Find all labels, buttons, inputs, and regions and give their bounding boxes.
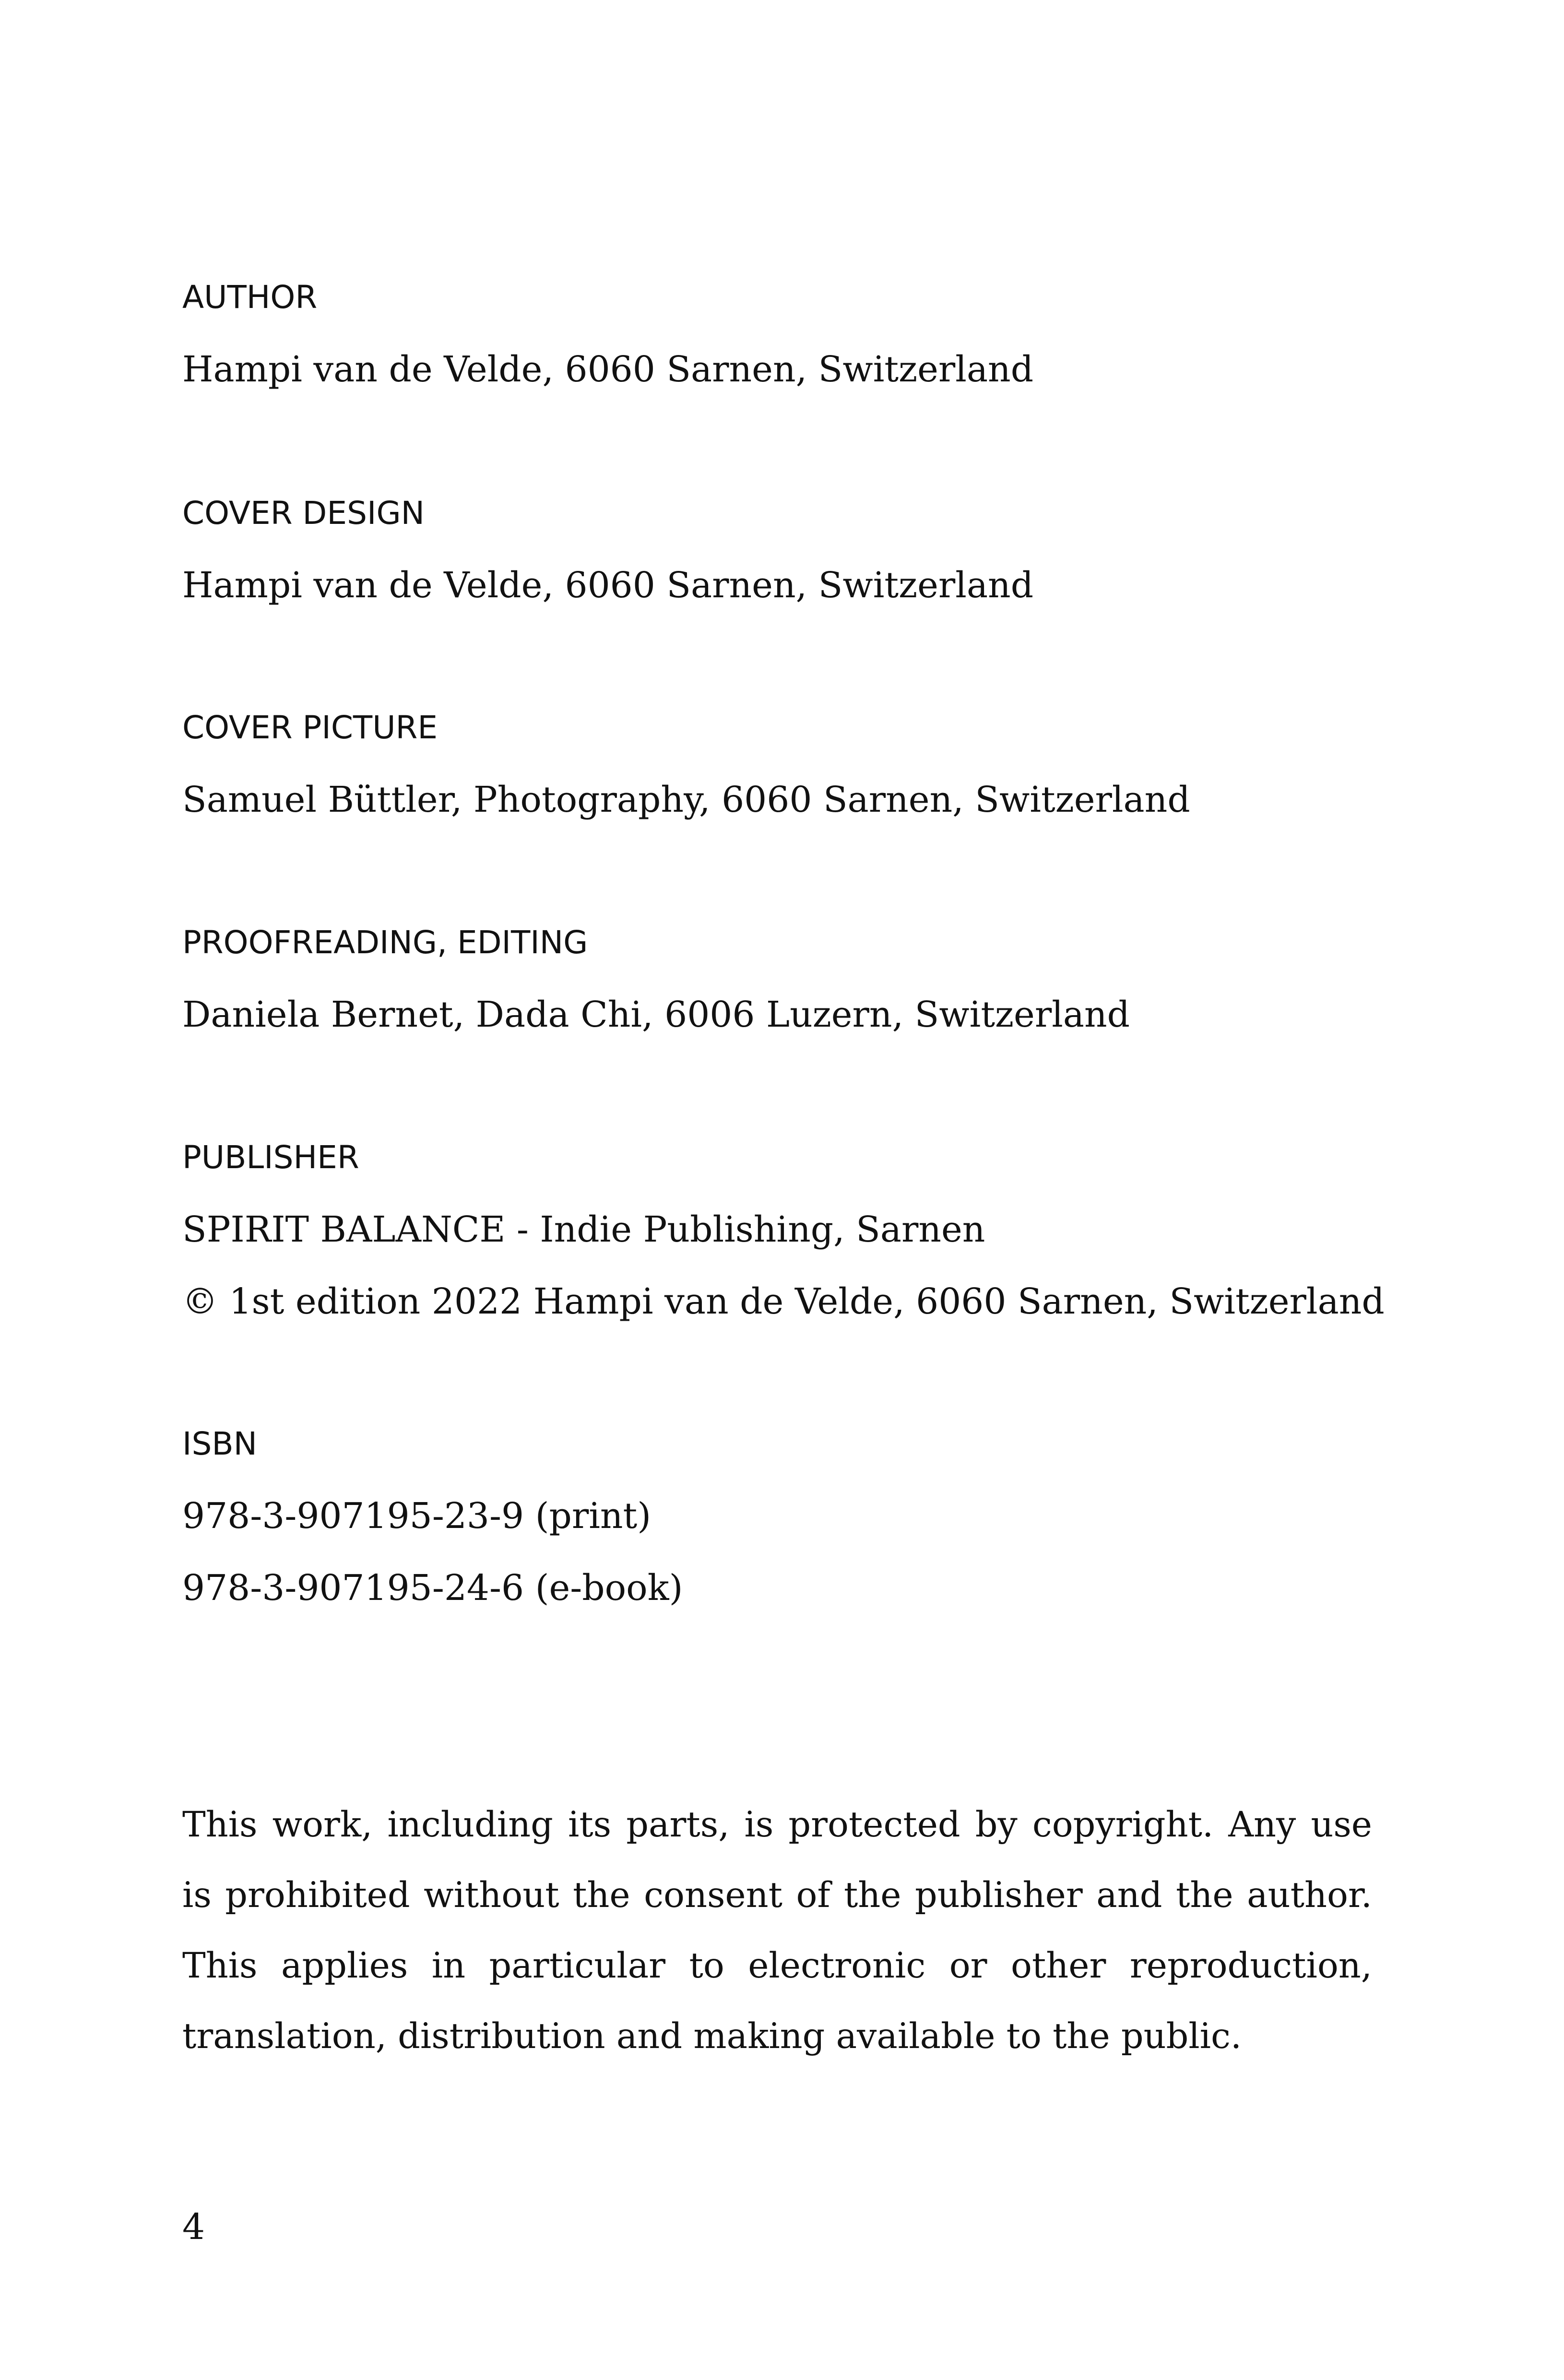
section-line: SPIRIT BALANCE - Indie Publishing, Sarnen xyxy=(182,1209,985,1250)
section-line: 978-3-907195-24-6 (e-book) xyxy=(182,1567,683,1609)
section-line: 978-3-907195-23-9 (print) xyxy=(182,1495,652,1537)
cover-design-section xyxy=(182,477,1372,621)
cover-picture-section xyxy=(182,692,1372,836)
section-line: Samuel Büttler, Photography, 6060 Sarnen, Switzerland xyxy=(182,779,1190,820)
section-heading: PROOFREADING, EDITING xyxy=(182,924,588,961)
copyright-notice: This work, including its parts, is protected by copyright. Any use is prohibited without the consent of the publisher and the author. This applies in particular to electronic or other reproduction, translation, distribution and making available to the public. xyxy=(182,1804,1372,2057)
section-heading: ISBN xyxy=(182,1425,258,1462)
page-number: 4 xyxy=(182,2206,205,2248)
section-heading: COVER DESIGN xyxy=(182,495,425,532)
section-line: Hampi van de Velde, 6060 Sarnen, Switzerland xyxy=(182,565,1034,606)
proofreading-section xyxy=(182,907,1372,1051)
section-line: © 1st edition 2022 Hampi van de Velde, 6060 Sarnen, Switzerland xyxy=(182,1281,1385,1322)
section-heading: COVER PICTURE xyxy=(182,709,438,746)
section-line: Daniela Bernet, Dada Chi, 6006 Luzern, Switzerland xyxy=(182,994,1130,1035)
section-heading: AUTHOR xyxy=(182,279,318,316)
publisher-section xyxy=(182,1122,1385,1338)
author-section xyxy=(182,261,1372,405)
section-heading: PUBLISHER xyxy=(182,1139,359,1176)
isbn-section xyxy=(182,1408,1372,1624)
section-line: Hampi van de Velde, 6060 Sarnen, Switzerland xyxy=(182,349,1034,390)
